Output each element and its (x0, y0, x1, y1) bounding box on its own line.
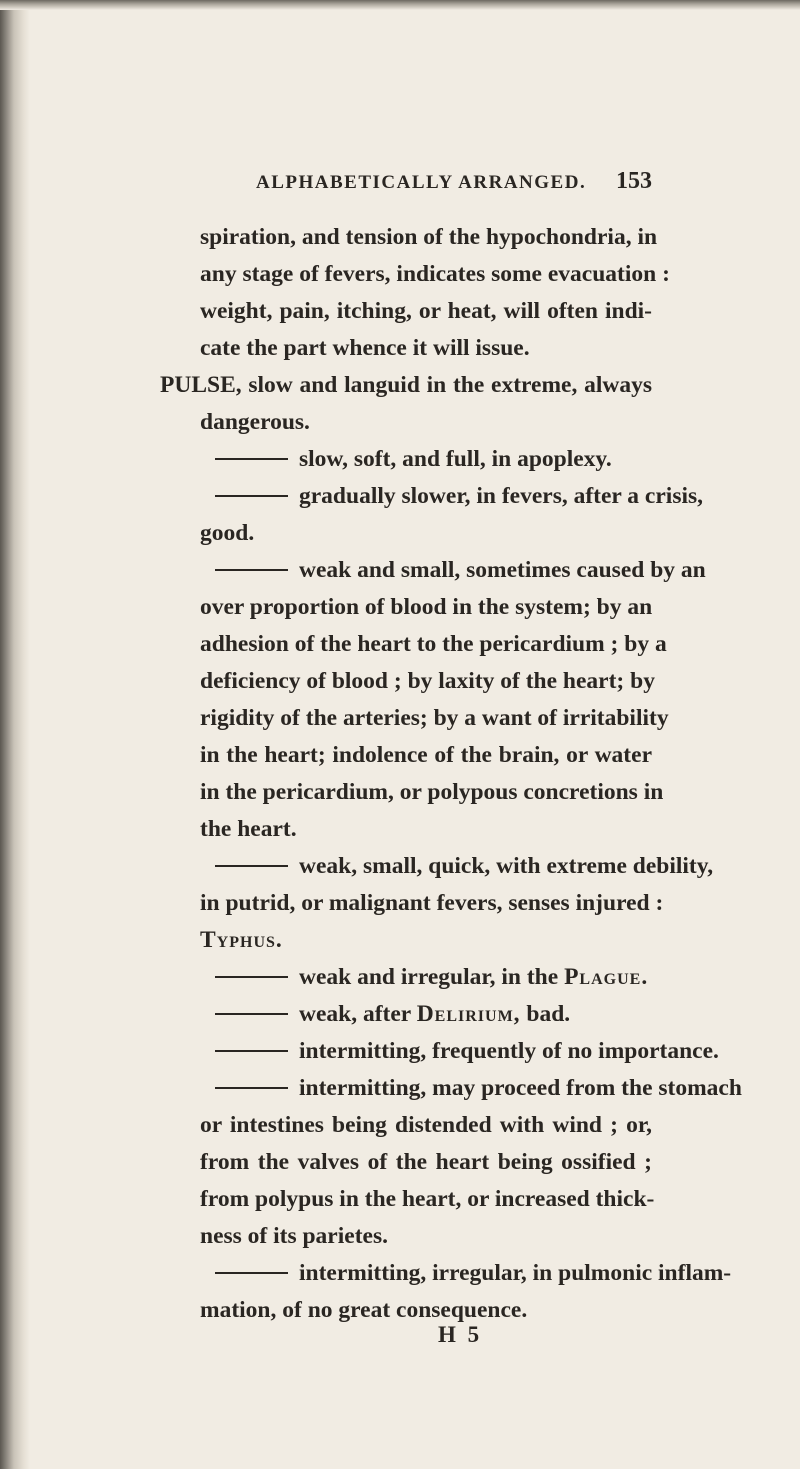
text-line: from the valves of the heart being ossified ; (200, 1149, 652, 1175)
text-line: ness of its parietes. (200, 1223, 388, 1249)
text-line: or intestines being distended with wind ; or, (200, 1112, 652, 1138)
text-line: adhesion of the heart to the pericardium ; by a (200, 631, 667, 657)
text-line: mation, of no great consequence. (200, 1297, 528, 1323)
text-line: deficiency of blood ; by laxity of the heart; by (200, 668, 655, 694)
ditto-dash (215, 1050, 288, 1052)
text-line: in the pericardium, or polypous concretions in (200, 779, 664, 805)
text-line: over proportion of blood in the system; by an (200, 594, 653, 620)
text-line: weak, small, quick, with extreme debility, (299, 853, 714, 879)
text-line: good. (200, 520, 255, 546)
text-line: Typhus. (200, 927, 283, 953)
text-line: intermitting, irregular, in pulmonic inflam- (299, 1260, 732, 1286)
book-spine-shadow (0, 0, 30, 1469)
text-line: weight, pain, itching, or heat, will often indi- (200, 298, 652, 324)
text-line: dangerous. (200, 409, 310, 435)
text-line: rigidity of the arteries; by a want of irritability (200, 705, 669, 731)
text-line: intermitting, may proceed from the stomach (299, 1075, 742, 1101)
text-line: in putrid, or malignant fevers, senses injured : (200, 890, 664, 916)
ditto-dash (215, 458, 288, 460)
text-line: from polypus in the heart, or increased thick- (200, 1186, 655, 1212)
signature-mark: H 5 (438, 1322, 483, 1347)
text-line: the heart. (200, 816, 297, 842)
page-number: 153 (616, 168, 652, 194)
ditto-dash (215, 495, 288, 497)
ditto-dash (215, 976, 288, 978)
text-line: weak and small, sometimes caused by an (299, 557, 706, 583)
text-line: cate the part whence it will issue. (200, 335, 530, 361)
text-line: any stage of fevers, indicates some evacuation : (200, 261, 670, 287)
disease-term: Delirium, (416, 1001, 521, 1027)
running-header (256, 168, 652, 202)
text-line: intermitting, frequently of no importance. (299, 1038, 719, 1064)
ditto-dash (215, 1013, 288, 1015)
text-line (299, 999, 570, 1029)
ditto-dash (215, 1272, 288, 1274)
text-line (299, 962, 648, 992)
running-title: ALPHABETICALLY ARRANGED. (256, 172, 587, 193)
ditto-dash (215, 1087, 288, 1089)
entry-heading-line: PULSE, slow and languid in the extreme, always (160, 372, 652, 398)
disease-term: Plague. (564, 964, 649, 990)
text-line: slow, soft, and full, in apoplexy. (299, 446, 612, 472)
text-segment: weak, after (299, 1001, 411, 1027)
page-top-edge (0, 0, 800, 10)
text-segment: weak and irregular, in the (299, 964, 559, 990)
text-segment: bad. (526, 1001, 571, 1027)
text-line: gradually slower, in fevers, after a crisis, (299, 483, 704, 509)
text-line: in the heart; indolence of the brain, or water (200, 742, 652, 768)
ditto-dash (215, 569, 288, 571)
text-line: spiration, and tension of the hypochondria, in (200, 224, 658, 250)
ditto-dash (215, 865, 288, 867)
